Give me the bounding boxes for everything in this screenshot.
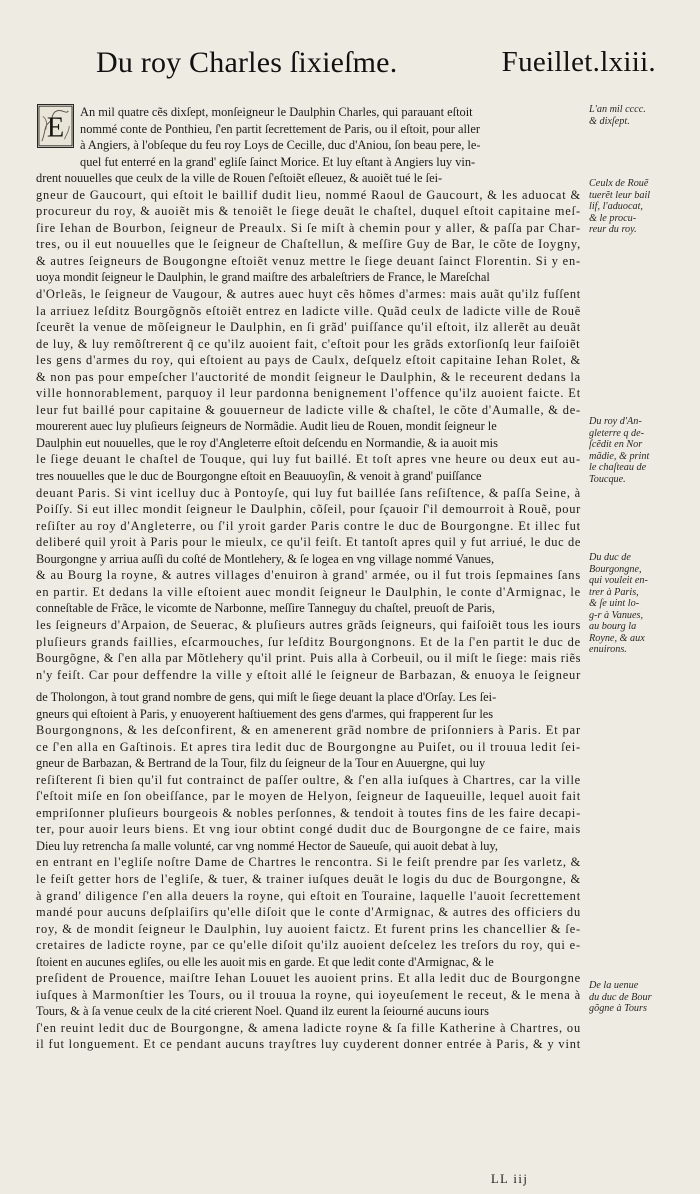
margin-note-line: gleterre q de- [589,427,645,439]
text-line: en entrant en l'egliſe noſtre Dame de Chartres le rencontra. Si le feiſt prendre par ſes varletz, & [36,855,581,870]
margin-note-line: au bourg la [589,621,637,632]
text-line: & autres ſeigneurs de Bougongne eſtoiẽt venuz mettre le ſiege deuant ſainct Florentin. Si y en- [36,253,581,268]
text-line: reſiſter au roy d'Angleterre, ou ſ'il yroit garder Paris contre le duc de Bourgongne. Et illec fut [36,518,581,533]
text-line: tres nouuelles que le duc de Bourgongne eſtoit en Beauuoyſin, & venoit à grand' puiſſance [36,469,482,484]
text-line: mandé pour aucuns deſplaiſirs qu'elle diſoit que le conte d'Armignac, & autres des officiers du [36,905,581,920]
text-line: de Tholongon, à tout grand nombre de gens, qui miſt le ſiege deuant la place d'Orſay. Les ſei- [36,690,497,704]
margin-note-line: g-r à Vanues, [589,609,644,621]
text-line: en partir. Et dedans la ville eſtoient auec mondit ſeigneur le Daulphin, le conte d'Armignac, le [36,584,581,599]
margin-note-4 [589,552,663,656]
text-line: tres, ou il eut nouuelles que le ſeigneur de Chaſtellun, & meſſire Guy de Bar, le cõte de Ioygny, [36,237,581,252]
text-line: les ſeigneurs d'Arpaion, de Seuerac, & pluſieurs autres grãds ſeigneurs, qui faiſoiẽt tous les iours [36,617,581,632]
text-line: deliberé quil yroit à Paris pour le mieulx, ce qu'il feiſt. Et tantoſt apres quil y fut arriué, le duc de [36,535,581,550]
margin-note-3 [589,416,663,485]
text-line: Poiſſy. Si eut illec mondit ſeigneur le Daulphin, cõſeil, pour ſçauoir ſ'il demourroit à Rouẽ, pour [36,502,581,517]
margin-note-line: L'an mil cccc. [589,104,646,115]
text-line: il fut longuement. Et ce pendant aucuns trayſtres luy cuyderent donner entrée à Paris, & y vint [36,1037,581,1052]
text-line: preſident de Prouence, maiſtre Iehan Louuet les auoient prins. Et alla ledit duc de Bourgongne [36,971,581,986]
text-line: ſtoient en aucunes egliſes, ou elle les auoit mis en garde. Et que ledit conte d'Armignac, & le [36,954,494,969]
text-line: Daulphin eut nouuelles, que le roy d'Angleterre eſtoit deſcendu en Normandie, & ia auoit mis [36,435,498,450]
margin-note-line: tuerẽt leur bail [589,189,651,201]
text-line: ſ'en reuint ledit duc de Bourgongne, & amena ladicte royne & ſa fille Katherine à Chartres, ou [36,1020,581,1035]
margin-note-line: le chaſteau de [589,462,647,473]
margin-note-line: Royne, & aux [589,632,645,644]
text-line: les gens d'armes du roy, qui eſtoient au pays de Caulx, deſquelz eſtoit capitaine Iehan Rolet, & [36,353,581,368]
margin-note-line: & dixſept. [589,115,630,127]
main-text-continued [36,689,581,1053]
text-line: Tours, & à ſa venue ceulx de la cité crierent Noel. Quand ilz eurent la ſeiourné aucuns iours [36,1004,489,1019]
margin-note-line: ſcẽdit en Nor [589,439,643,450]
text-line: ſ'eſtoit miſe en ſon obeiſſance, par le moyen de Helyon, ſeigneur de Iaqueuille, lequel auoit fait [36,789,581,804]
margin-note-line: Bourgongne, [589,563,642,575]
text-line: quel fut enterré en la grand' egliſe ſainct Morice. Et luy eſtant à Angiers luy vin- [80,154,476,169]
text-line: drent nouuelles que ceulx de la ville de Rouen ſ'eſtoiẽt eſleuez, & auoiẽt tué le ſei- [36,171,443,186]
main-text-column [36,104,581,689]
text-line: leur fut baillé pour capitaine & gouuerneur de ladicte ville & chaſtel, le cõte d'Aumalle, & de- [36,402,581,417]
margin-note-1 [589,104,663,127]
text-line: le ſiege deuant le chaſtel de Touque, qui luy fut baillé. Et toſt apres vne heure ou deux eut au- [36,452,581,467]
margin-note-line: enuirons. [589,644,627,655]
text-line: de luy, & luy remõſtrerent q̃ ce qu'ilz auoient fait, c'eſtoit pour les grãds extorſionſq leur faiſoiẽt [36,336,581,351]
running-title: Du roy Charles ſixieſme. [96,46,398,79]
text-line: ville honnorablement, parquoy il leur pardonna benignement l'offence qu'ilz auoient faicte. Et [36,386,581,401]
margin-note-line: lif, l'aduocat, [589,201,643,212]
text-line: An mil quatre cẽs dixſept, monſeigneur le Daulphin Charles, qui parauant eſtoit [80,105,473,119]
text-line: Dieu luy retrencha ſa malle volunté, car vng nommé Hector de Saueuſe, qui auoit debat à luy, [36,838,498,853]
text-line: procureur du roy, & auoiẽt mis & tenoiẽt le ſiege deuãt le chaſtel, duquel eſtoit capitaine meſ- [36,204,581,219]
initial-letter: E [46,112,65,144]
margin-note-line: De la uenue [589,980,639,991]
text-line: Bourgõgne, & ſ'en alla par Mõtlehery qu'il print. Puis alla à Corbeuil, ou il miſt le ſiege: mais riẽs [36,651,581,666]
margin-note-line: qui vouleit en- [589,575,648,586]
text-line: empriſonner pluſieurs bourgeois & nobles perſonnes, & tendoit à toutes fins de les faire decapi- [36,805,581,820]
margin-note-line: Toucque. [589,473,626,485]
text-line: ter, pour auoir leurs biens. Et vng iour obtint congé dudit duc de Bourgongne de ce faire, mais [36,822,581,837]
text-line: gneurs qui eſtoient à Paris, y enuoyerent haſtiuement des gens d'armes, qui frapperent ſur les [36,706,494,721]
text-line: uoya mondit ſeigneur le Daulphin, le grand maiſtre des arbaleſtriers de France, le Mareſchal [36,270,490,285]
margin-note-line: reur du roy. [589,224,637,235]
text-line: ſire Iehan de Bourbon, ſeigneur de Preaulx. Si ſe miſt à chemin pour y aller, & paſſa par Char- [36,220,581,235]
margin-note-line: du duc de Bour [589,991,652,1003]
text-line: d'Orleãs, le ſeigneur de Vaugour, & autres auec huyt cẽs hõmes d'armes: mais auãt qu'ilz fuſſent [36,287,581,302]
text-line: gneur de Gaucourt, qui eſtoit le baillif dudit lieu, nommé Raoul de Gaucourt, & les aduocat & [36,187,581,202]
margin-note-line: Ceulx de Rouẽ [589,178,649,189]
text-line: roy, & de mondit ſeigneur le Daulphin, luy auoient faictz. Et furent prins les chancellier & ſe- [36,921,581,936]
margin-note-line: gõgne à Tours [589,1003,647,1014]
text-line: à grand' diligence ſ'en alla deuers la royne, qui eſtoit en Touraine, laquelle l'auoit ſecrettement [36,888,581,903]
text-line: à Angiers, à l'obſeque du feu roy Loys de Cecille, duc d'Aniou, ſon beau pere, le- [80,138,481,153]
margin-note-line: Du roy d'An- [589,416,642,427]
signature-mark: LL iij [491,1172,529,1186]
margin-note-line: trer à Paris, [589,586,639,598]
text-line: iuſques à Marmonſtier les Tours, ou il trouua la royne, qui ioyeuſement le receut, & le mena à [36,987,581,1002]
text-line: conneſtable de Frãce, le vicomte de Narbonne, meſſire Tanneguy du chaſtel, preuoſt de Paris, [36,601,495,616]
text-line: cretaires de ladicte royne, par ce qu'elle diſoit qu'ilz auoient deſcelez les treſors du roy, qui e- [36,938,581,953]
folio-number: Fueillet.lxiii. [501,46,656,78]
text-line: pluſieurs grands faillies, eſcarmouches, ſur leſditz Bourgongnons. Et de la ſ'en partit le duc de [36,634,581,649]
text-line: & au Bourg la royne, & autres villages d'enuiron à grand' armée, ou il fut trois ſepmaines ſans [36,568,581,583]
margin-note-line: & ſe uint lo- [589,598,640,609]
text-line: ſceurẽt la venue de mõſeigneur le Daulphin, en ſi grãd' puiſſance qu'il eſtoit, ilz allerẽt au deuãt [36,320,581,335]
text-line: & non pas pour empeſcher l'auctorité de mondit ſeigneur le Daulphin, & le receurent dedans la [36,369,581,384]
margin-note-line: mãdie, & print [589,450,650,462]
text-line: deuant Paris. Si vint icelluy duc à Pontoyſe, qui luy fut baillée ſans reſiſtence, & paſſa Seine, à [36,485,581,500]
text-line: reſiſterent ſi bien qu'il fut contrainct de paſſer oultre, & ſ'en alla iuſques à Chartres, car la ville [36,772,581,787]
text-line: le feiſt getter hors de l'egliſe, & tuer, & trainer iuſques deuãt le logis du duc de Bourgongne, & [36,872,581,887]
margin-note-line: Du duc de [589,552,631,563]
margin-note-line: & le procu- [589,212,637,224]
margin-note-5 [589,980,663,1015]
margin-note-2 [589,178,663,236]
text-line: la arriuez leſditz Bourgõgnõs eſtoiẽt entrez en ladicte ville. Quãd ceulx de ladicte ville de Rouẽ [36,303,581,318]
text-line: gneur de Barbazan, & Bertrand de la Tour, filz du ſeigneur de la Tour en Auuergne, qui luy [36,756,486,771]
text-line: nommé conte de Ponthieu, ſ'en partit ſecrettement de Paris, ou il eſtoit, pour aller [80,121,480,136]
text-line: mourerent auec luy pluſieurs ſeigneurs de Normãdie. Audit lieu de Rouen, mondit ſeigneur le [36,419,497,434]
text-line: n'y feiſt. Car pour deffendre la ville y eſtoit allé le ſeigneur de Barbazan, & enuoya le ſeigneur [36,667,581,682]
text-line: Bourgongne y arriua auſſi du coſté de Montlehery, & ſe logea en vng village nommé Vanues, [36,551,495,566]
text-line: Bourgongnons, & les deſconfirent, & en amenerent grãd nombre de priſonniers à Paris. Et par [36,723,581,738]
text-line: ce ſ'en alla en Gaſtinois. Et apres tira ledit duc de Bourgongne au Puiſet, ou il trouua ledit ſei- [36,739,581,754]
